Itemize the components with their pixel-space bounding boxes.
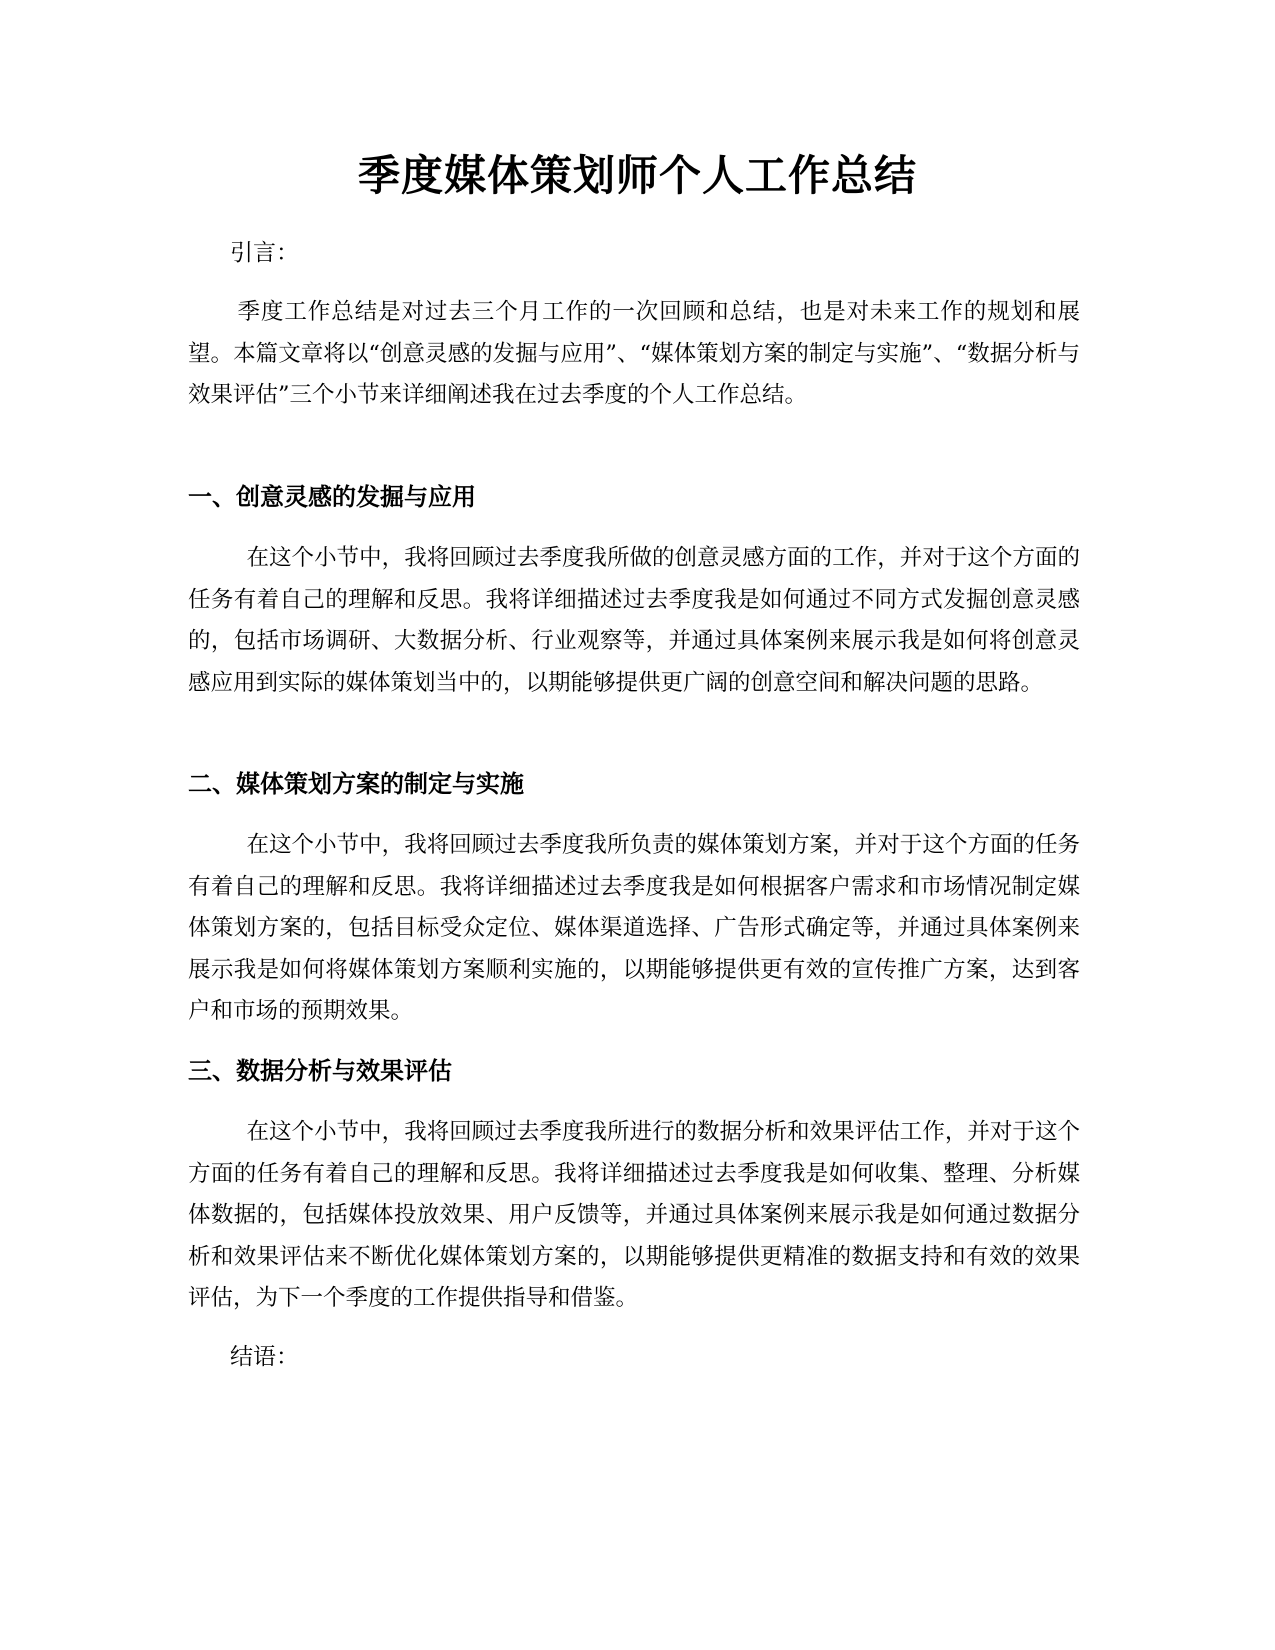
intro-paragraph: 季度工作总结是对过去三个月工作的一次回顾和总结，也是对未来工作的规划和展望。本篇文章将以“创意灵感的发掘与应用”、“媒体策划方案的制定与实施”、“数据分析与效果评估”三个小节来详细阐述我在过去季度的个人工作总结。 <box>188 299 1080 408</box>
conclusion-label: 结语： <box>230 1344 299 1370</box>
section-paragraph-3: 在这个小节中，我将回顾过去季度我所进行的数据分析和效果评估工作，并对于这个方面的任务有着自己的理解和反思。我将详细描述过去季度我是如何收集、整理、分析媒体数据的，包括媒体投放效果、用户反馈等，并通过具体案例来展示我是如何通过数据分析和效果评估来不断优化媒体策划方案的，以期能够提供更精准的数据支持和有效的效果评估，为下一个季度的工作提供指导和借鉴。 <box>188 1119 1080 1311</box>
intro-label: 引言： <box>230 240 299 266</box>
section-heading-3: 三、数据分析与效果评估 <box>188 1057 452 1085</box>
page-title: 季度媒体策划师个人工作总结 <box>357 151 917 200</box>
section-paragraph-2: 在这个小节中，我将回顾过去季度我所负责的媒体策划方案，并对于这个方面的任务有着自己的理解和反思。我将详细描述过去季度我是如何根据客户需求和市场情况制定媒体策划方案的，包括目标受众定位、媒体渠道选择、广告形式确定等，并通过具体案例来展示我是如何将媒体策划方案顺利实施的，以期能够提供更有效的宣传推广方案，达到客户和市场的预期效果。 <box>188 832 1080 1024</box>
section-paragraph-1: 在这个小节中，我将回顾过去季度我所做的创意灵感方面的工作，并对于这个方面的任务有着自己的理解和反思。我将详细描述过去季度我是如何通过不同方式发掘创意灵感的，包括市场调研、大数据分析、行业观察等，并通过具体案例来展示我是如何将创意灵感应用到实际的媒体策划当中的，以期能够提供更广阔的创意空间和解决问题的思路。 <box>188 545 1080 696</box>
section-heading-2: 二、媒体策划方案的制定与实施 <box>188 770 524 798</box>
section-heading-1: 一、创意灵感的发掘与应用 <box>188 483 476 511</box>
